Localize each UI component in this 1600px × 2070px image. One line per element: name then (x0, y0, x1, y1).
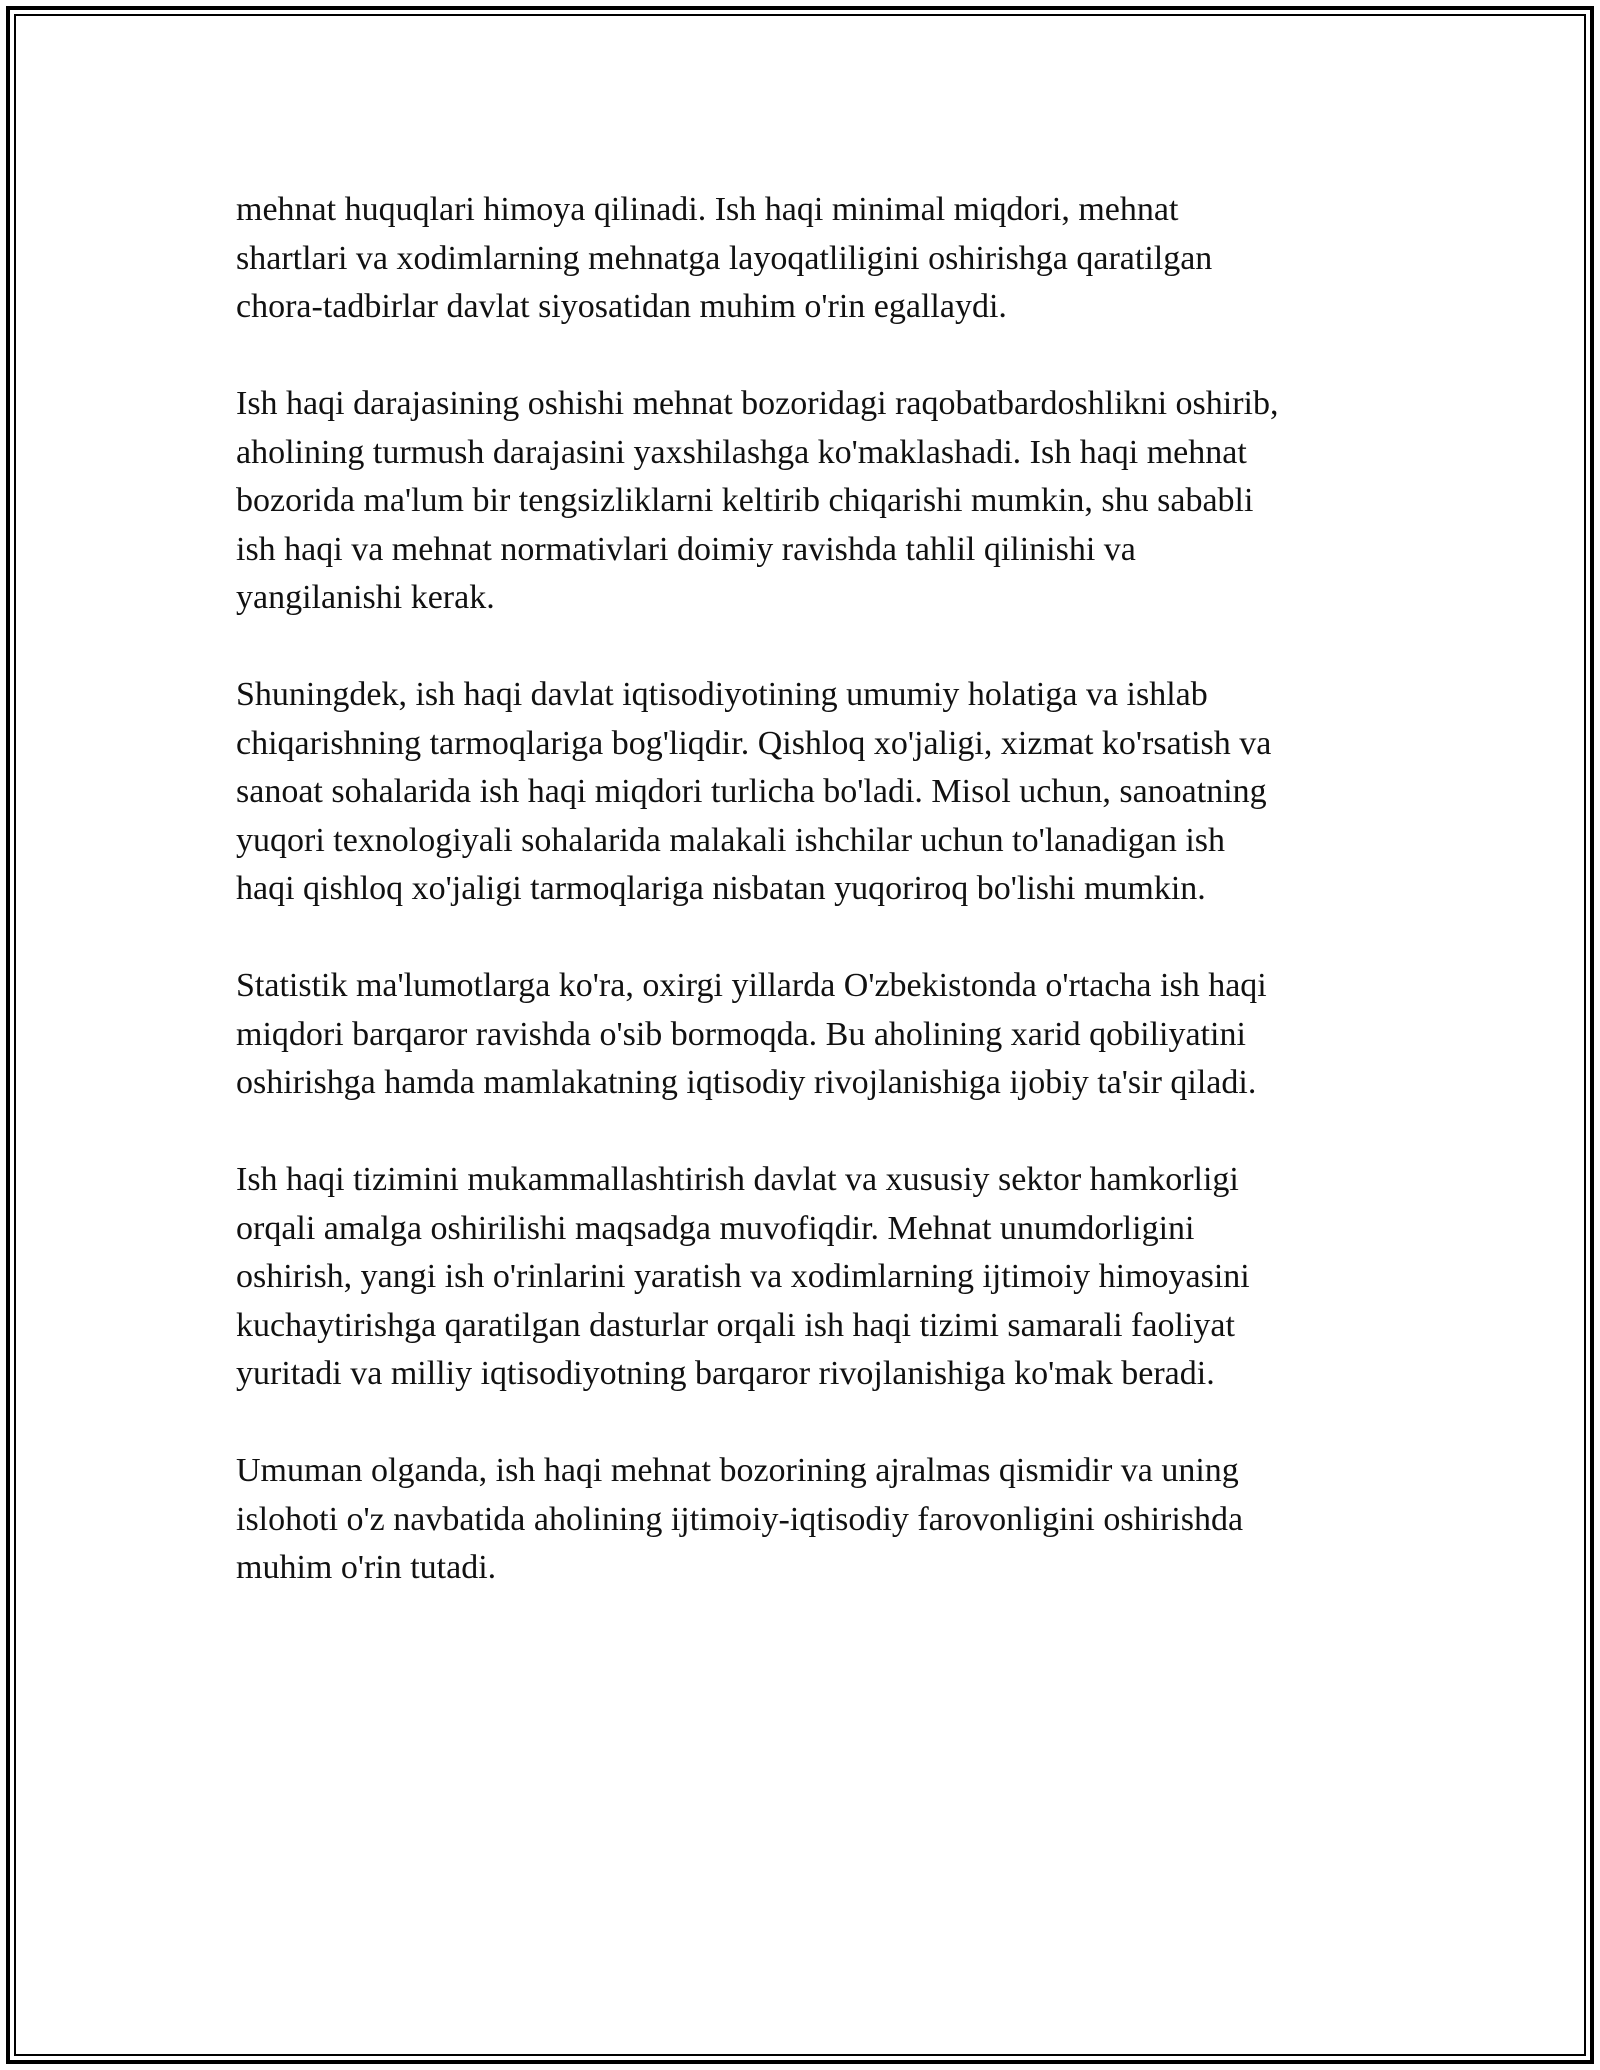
paragraph-4: Statistik ma'lumotlarga ko'ra, oxirgi yillarda O'zbekistonda o'rtacha ish haqi miqdori barqaror ravishda o'sib bormoqda. Bu aholining xarid qobiliyatini oshirishga hamda mamlakatning iqtisodiy rivojlanishiga ijobiy ta'sir qiladi. (236, 967, 1267, 1101)
paragraph-5: Ish haqi tizimini mukammallashtirish davlat va xususiy sektor hamkorligi orqali amalga oshirilishi maqsadga muvofiqdir. Mehnat unumdorligini oshirish, yangi ish o'rinlarini yaratish va xodimlarning ijtimoiy himoyasini kuchaytirishga qaratilgan dasturlar orqali ish haqi tizimi samarali faoliyat yuritadi va milliy iqtisodiyotning barqaror rivojlanishiga ko'mak beradi. (236, 1161, 1250, 1392)
paragraph-6: Umuman olganda, ish haqi mehnat bozorining ajralmas qismidir va uning islohoti o'z navbatida aholining ijtimoiy-iqtisodiy farovonligini oshirishda muhim o'rin tutadi. (236, 1452, 1244, 1586)
paragraph-3: Shuningdek, ish haqi davlat iqtisodiyotining umumiy holatiga va ishlab chiqarishning tarmoqlariga bog'liqdir. Qishloq xo'jaligi, xizmat ko'rsatish va sanoat sohalarida ish haqi miqdori turlicha bo'ladi. Misol uchun, sanoatning yuqori texnologiyali sohalarida malakali ishchilar uchun to'lanadigan ish haqi qishloq xo'jaligi tarmoqlariga nisbatan yuqoriroq bo'lishi mumkin. (236, 676, 1272, 907)
document-body (236, 186, 1396, 1641)
paragraph-1: mehnat huquqlari himoya qilinadi. Ish haqi minimal miqdori, mehnat shartlari va xodimlarning mehnatga layoqatliligini oshirishga qaratilgan chora-tadbirlar davlat siyosatidan muhim o'rin egallaydi. (236, 191, 1213, 325)
paragraph-2: Ish haqi darajasining oshishi mehnat bozoridagi raqobatbardoshlikni oshirib, aholining turmush darajasini yaxshilashga ko'maklashadi. Ish haqi mehnat bozorida ma'lum bir tengsizliklarni keltirib chiqarishi mumkin, shu sababli ish haqi va mehnat normativlari doimiy ravishda tahlil qilinishi va yangilanishi kerak. (236, 385, 1279, 616)
